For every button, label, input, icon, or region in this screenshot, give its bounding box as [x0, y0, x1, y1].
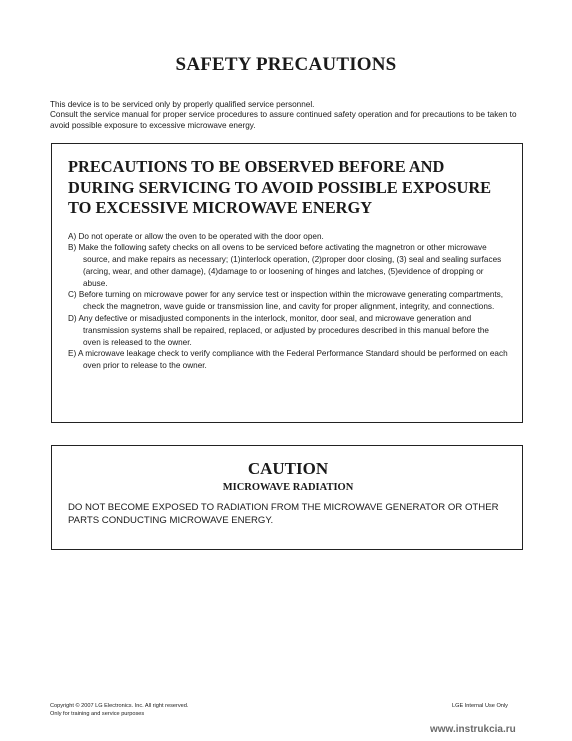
caution-subtitle: MICROWAVE RADIATION: [222, 482, 354, 493]
footer-copyright: Copyright © 2007 LG Electronics. Inc. All right reserved.: [50, 703, 189, 709]
caution-box: [51, 445, 523, 550]
intro-line-1: This device is to be serviced only by properly qualified service personnel.: [50, 100, 315, 109]
precaution-item-d: D) Any defective or misadjusted components in the interlock, monitor, door seal, and microwave generation and transmission systems shall be repaired, replaced, or adjusted by procedures described in this manual before the oven is released to the owner.: [68, 314, 489, 347]
precaution-item-c: C) Before turning on microwave power for any service test or inspection within the microwave generating compartments, check the magnetron, wave guide or transmission line, and cavity for proper alignment, integrity, and connections.: [68, 290, 504, 312]
page-title: SAFETY PRECAUTIONS: [175, 54, 397, 75]
intro-line-2: Consult the service manual for proper service procedures to assure continued safety operation and for precautions to be taken to avoid possible exposure to excessive microwave energy.: [50, 110, 517, 130]
caution-text: DO NOT BECOME EXPOSED TO RADIATION FROM THE MICROWAVE GENERATOR OR OTHER PARTS CONDUCTING MICROWAVE ENERGY.: [68, 502, 499, 526]
caution-title: CAUTION: [247, 459, 329, 478]
footer-internal: LGE Internal Use Only: [452, 703, 508, 709]
watermark-link[interactable]: www.instrukcia.ru: [430, 724, 516, 735]
precaution-item-a: A) Do not operate or allow the oven to be operated with the door open.: [68, 231, 324, 241]
footer-training: Only for training and service purposes: [50, 711, 145, 717]
precautions-box: [51, 143, 523, 423]
intro-text: [50, 100, 530, 131]
precautions-heading: PRECAUTIONS TO BE OBSERVED BEFORE AND DURING SERVICING TO AVOID POSSIBLE EXPOSURE TO EXCESSIVE MICROWAVE ENERGY: [68, 157, 492, 217]
footer-left: [50, 702, 188, 718]
precaution-item-b: B) Make the following safety checks on all ovens to be serviced before activating the magnetron or other microwave source, and make repairs as necessary; (1)interlock operation, (2)proper door closing, (3) seal and sealing surfaces (arcing, wear, and other damage), (4)damage to or loosening of hinges and latches, (5)evidence of dropping or abuse.: [68, 243, 502, 288]
precaution-item-e: E) A microwave leakage check to verify compliance with the Federal Performance Standard should be performed on each oven prior to release to the owner.: [68, 349, 508, 371]
